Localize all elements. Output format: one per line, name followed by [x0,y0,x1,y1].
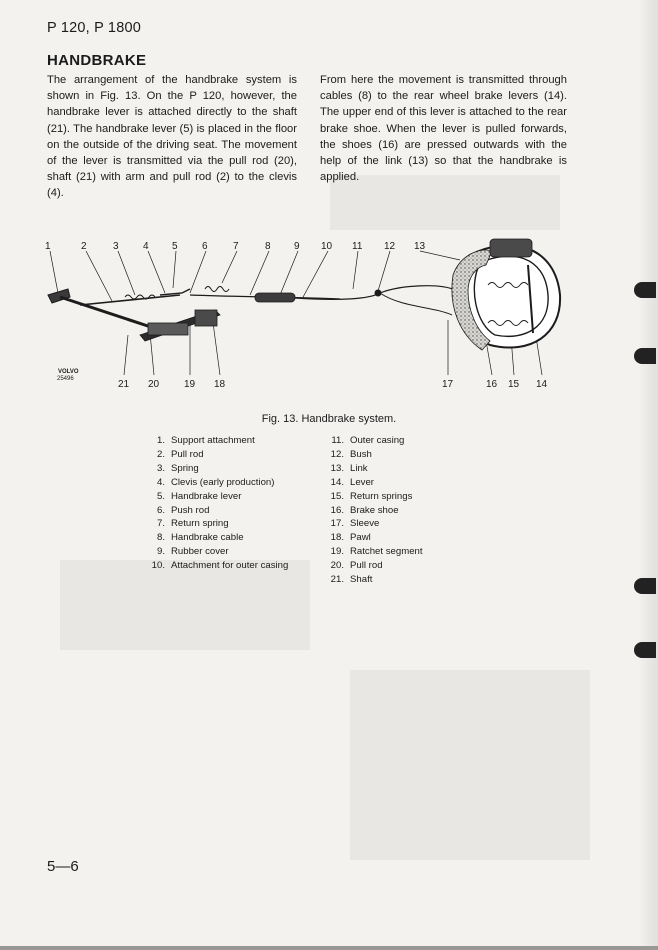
legend-left [143,434,288,573]
handbrake-diagram-svg [40,215,580,405]
legend-number: 16. [330,504,344,516]
stamp-number: 25496 [57,376,74,382]
legend-number: 1. [156,435,165,446]
legend-item [322,545,423,559]
callout-16: 16 [486,379,498,390]
page-bottom-edge [0,946,658,950]
bottom-callouts [118,379,548,390]
legend-label: Support attachment [171,435,255,446]
legend-item [143,448,288,462]
legend-label: Rubber cover [171,546,229,558]
callout-2: 2 [81,241,87,252]
legend-number: 10. [151,560,165,572]
legend-label: Outer casing [350,435,405,446]
legend-label: Sleeve [350,518,380,530]
callout-11: 11 [352,241,363,252]
legend-item [322,434,423,448]
callout-9: 9 [294,241,300,252]
legend-label: Pull rod [171,448,204,460]
callout-6: 6 [202,241,208,252]
stamp-brand: VOLVO [58,369,79,375]
figure-caption: Fig. 13. Handbrake system. [261,413,397,425]
legend-right [322,434,423,587]
page-number: 5—6 [47,858,79,875]
legend-number: 8. [156,532,165,544]
callout-3: 3 [113,241,119,252]
legend-label: Shaft [350,574,373,586]
callout-18: 18 [214,379,226,390]
legend-label: Pawl [350,532,371,544]
top-callouts [45,241,426,252]
callout-14: 14 [536,379,548,390]
callout-21: 21 [118,379,130,390]
binder-hole [634,282,656,298]
legend-item [143,545,288,559]
legend-label: Lever [350,476,374,488]
legend-item [143,531,288,545]
binder-hole [634,642,656,658]
show-through-block [60,560,310,650]
legend-item [322,504,423,518]
legend-label: Handbrake lever [171,490,242,502]
binder-hole [634,578,656,594]
legend-label: Push rod [171,504,210,516]
legend-number: 15. [330,490,344,502]
legend-number: 20. [330,560,344,572]
legend-number: 12. [330,448,344,460]
legend-number: 4. [156,476,165,488]
page-header: P 120, P 1800 [47,20,141,36]
legend-number: 3. [156,462,165,474]
callout-13: 13 [414,241,426,252]
legend-number: 13. [330,462,344,474]
legend-number: 9. [156,546,165,558]
page-edge-shadow [638,0,658,950]
show-through-block [350,670,590,860]
callout-7: 7 [233,241,239,252]
legend-number: 7. [156,518,165,530]
callout-15: 15 [508,379,520,390]
legend-number: 11. [331,435,344,446]
legend-item [143,476,288,490]
section-title: HANDBRAKE [47,52,147,69]
callout-4: 4 [143,241,149,252]
legend-number: 21. [330,574,344,586]
legend-number: 2. [156,448,165,460]
callout-19: 19 [184,379,196,390]
legend-label: Spring [171,462,199,474]
legend-item [322,559,423,573]
legend-label: Return springs [350,490,413,502]
legend-label: Handbrake cable [171,532,244,544]
legend-number: 19. [330,546,344,558]
legend-number: 18. [330,532,344,544]
callout-1: 1 [45,241,51,252]
legend-label: Bush [350,448,372,460]
legend-item [322,490,423,504]
legend-item [322,517,423,531]
legend-item [143,434,288,448]
legend-label: Return spring [171,518,229,530]
body-text-left: The arrangement of the handbrake system is shown in Fig. 13. On the P 120, however, the handbrake lever is attached directly to the shaft (21). The handbrake lever (5) is placed in the floor on the outside of the driving seat. The movement of the lever is transmitted via the pull rod (20), shaft (21) with arm and pull rod (2) to the clevis (4). [47,74,297,200]
callout-12: 12 [384,241,396,252]
callout-5: 5 [172,241,178,252]
legend-number: 6. [156,504,165,516]
legend-item [143,490,288,504]
legend-item [322,531,423,545]
legend-item [322,448,423,462]
handbrake-diagram [40,215,580,405]
legend-item [143,517,288,531]
callout-20: 20 [148,379,160,390]
callout-10: 10 [321,241,333,252]
legend-label: Ratchet segment [350,546,423,558]
legend-label: Brake shoe [350,504,399,516]
legend-label: Attachment for outer casing [171,560,289,572]
body-text-right: From here the movement is transmitted through cables (8) to the rear wheel brake levers (14). The upper end of this lever is attached to the rear brake shoe. When the lever is pulled forwards, the shoes (16) are pressed outwards with the help of the link (13) so that the handbrake is applied. [320,74,567,184]
legend-item [322,462,423,476]
legend-item [143,504,288,518]
legend-item [143,462,288,476]
legend-label: Pull rod [350,560,383,572]
legend-number: 17. [330,518,344,530]
legend-number: 14. [330,476,344,488]
legend-label: Link [350,462,368,474]
legend-number: 5. [156,490,165,502]
legend-label: Clevis (early production) [171,476,275,488]
callout-17: 17 [442,379,454,390]
legend-item [322,573,423,587]
binder-hole [634,348,656,364]
callout-8: 8 [265,241,271,252]
legend-item [322,476,423,490]
legend-item [143,559,288,573]
